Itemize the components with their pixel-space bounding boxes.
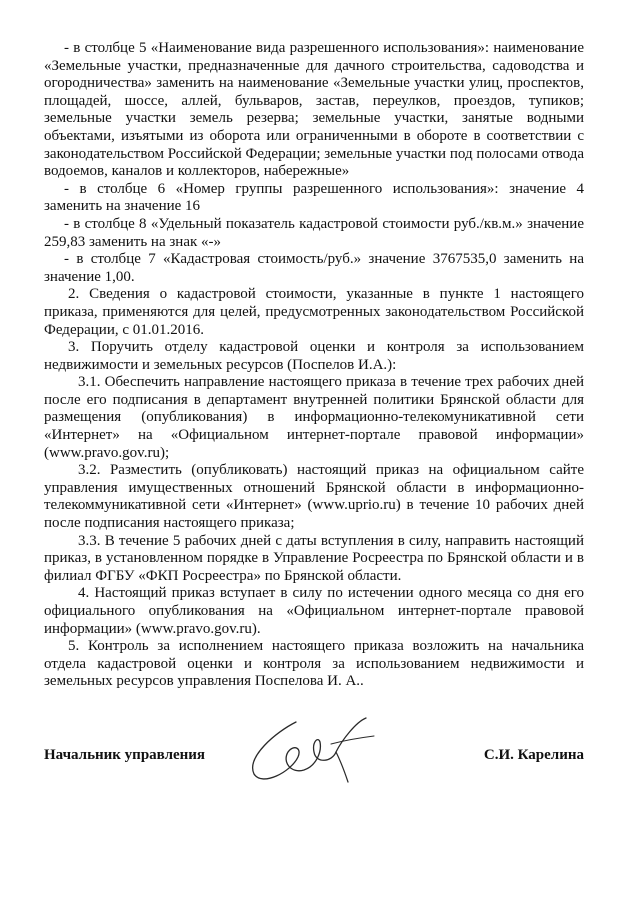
- handwritten-signature: [236, 712, 386, 792]
- paragraph-column5-amendment: - в столбце 5 «Наименование вида разрешенного использования»: наименование «Земельные участки, предназначенные для дачного строительства, садоводства и огородничества» заменить на наименование «Земельные участки улиц, проспектов, площадей, шоссе, аллей, бульваров, застав, переулков, проездов, тупиков; земельные участки земель резерва; земельные участки, занятые водными объектами, изъятыми из оборота или ограниченными в обороте в соответствии с законодательством Российской Федерации; земельные участки под полосами отвода водоемов, каналов и коллекторов, набережные»: [44, 40, 584, 180]
- paragraph-column8-amendment: - в столбце 8 «Удельный показатель кадастровой стоимости руб./кв.м.» значение 259,83 заменить на знак «-»: [44, 215, 584, 250]
- paragraph-item-3-2: 3.2. Разместить (опубликовать) настоящий приказ на официальном сайте управления имущественных отношений Брянской области в информационно-телекоммуникативной сети «Интернет» (www.uprio.ru) в течение 10 рабочих дней после подписания настоящего приказа;: [44, 462, 584, 532]
- document-body: [44, 40, 584, 691]
- position-title: Начальник управления: [44, 747, 206, 763]
- paragraph-item-5: 5. Контроль за исполнением настоящего приказа возложить на начальника отдела кадастровой оценки и контроля за использованием недвижимости и земельных ресурсов управления Поспелова И. А..: [44, 638, 584, 690]
- paragraph-column7-amendment: - в столбце 7 «Кадастровая стоимость/руб.» значение 3767535,0 заменить на значение 1,00.: [44, 251, 584, 285]
- paragraph-item-3-3: 3.3. В течение 5 рабочих дней с даты вступления в силу, направить настоящий приказ, в установленном порядке в Управление Росреестра по Брянской области и в филиал ФГБУ «ФКП Росреестра» по Брянской области.: [44, 532, 584, 584]
- paragraph-item-3-1: 3.1. Обеспечить направление настоящего приказа в течение трех рабочих дней после его подписания в департамент внутренней политики Брянской области для размещения (опубликования) в информационно-телекомуникативной сети «Интернет» на «Официальном интернет-портале правовой информации» (www.pravo.gov.ru);: [44, 374, 584, 461]
- signer-name: С.И. Карелина: [483, 747, 584, 763]
- paragraph-item-3: 3. Поручить отделу кадастровой оценки и контроля за использованием недвижимости и земельных ресурсов (Поспелов И.А.):: [44, 339, 584, 373]
- paragraph-item-2: 2. Сведения о кадастровой стоимости, указанные в пункте 1 настоящего приказа, применяются для целей, предусмотренных законодательством Российской Федерации, с 01.01.2016.: [44, 286, 584, 338]
- paragraph-item-4: 4. Настоящий приказ вступает в силу по истечении одного месяца со дня его официального опубликования на «Официальном интернет-портале правовой информации» (www.pravo.gov.ru).: [44, 585, 584, 637]
- paragraph-column6-amendment: - в столбце 6 «Номер группы разрешенного использования»: значение 4 заменить на значение 16: [44, 180, 584, 215]
